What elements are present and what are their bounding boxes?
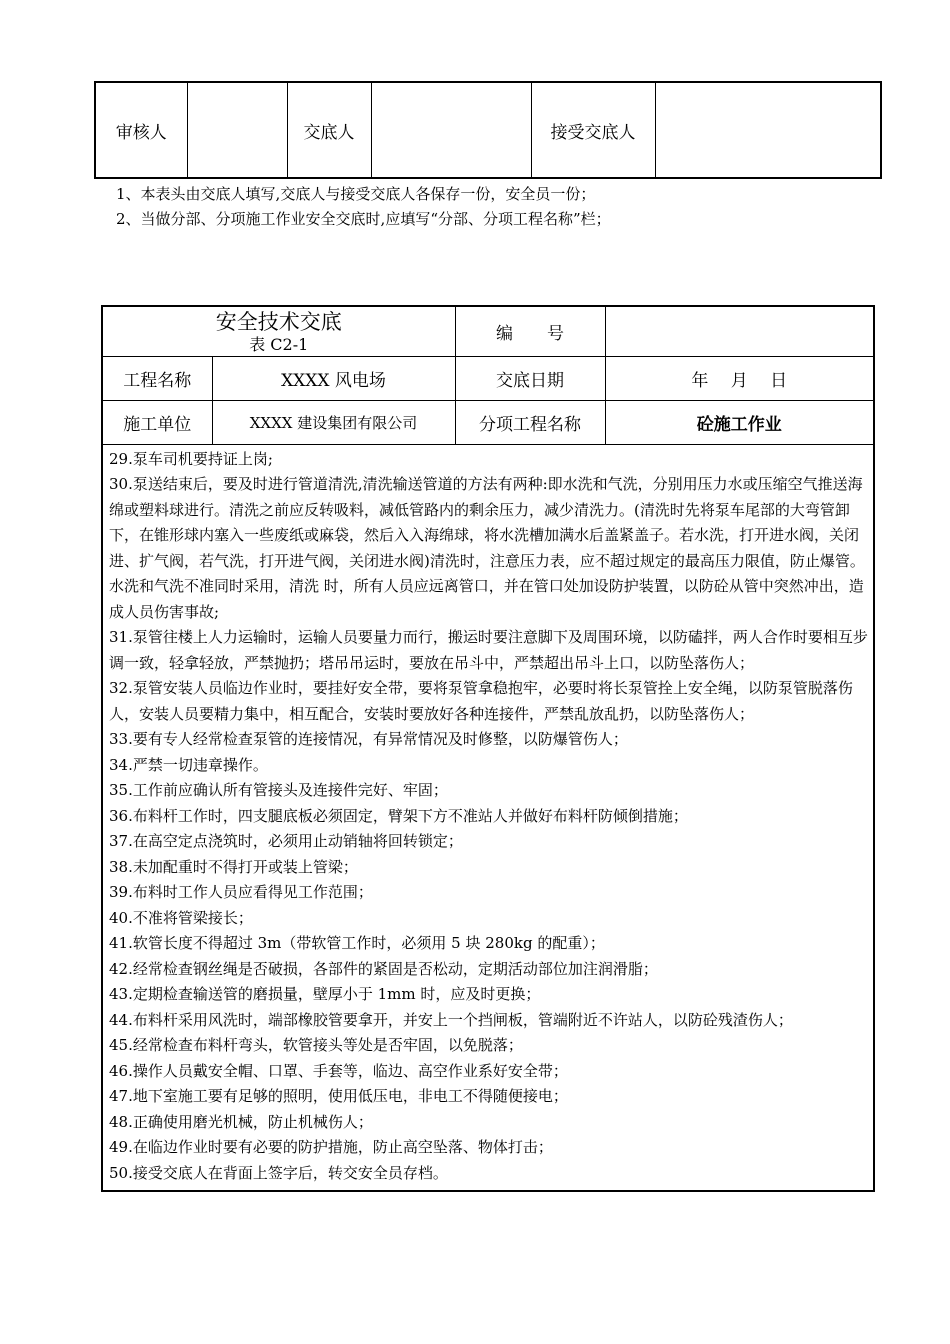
content-item: 30.泵送结束后，要及时进行管道清洗,清洗输送管道的方法有两种:即水洗和气洗，分别用压力水或压缩空气推送海绵或塑料球进行。清洗之前应反转吸料，减低管路内的剩余压力，减少清洗力。(清洗时先将泵车尾部的大弯管卸下，在锥形球内塞入一些废纸或麻袋，然后入入海绵球，将水洗槽加满水后盖紧盖子。若水洗，打开进水阀，关闭进、扩气阀，若气洗，打开进气阀，关闭进水阀)清洗时，注意压力表，应不超过规定的最高压力限值，防止爆管。水洗和气洗不准同时采用，清洗 时，所有人员应远离管口，并在管口处加设防护装置，以防砼从管中突然冲出，造成人员伤害事故; bbox=[109, 475, 865, 621]
signature-table bbox=[94, 81, 882, 179]
content-item: 46.操作人员戴安全帽、口罩、手套等，临边、高空作业系好安全带； bbox=[109, 1061, 568, 1080]
subproject-label: 分项工程名称 bbox=[455, 400, 605, 444]
content-item: 40.不准将管梁接长； bbox=[109, 908, 253, 927]
unit-label: 施工单位 bbox=[102, 400, 212, 444]
number-label: 编 号 bbox=[455, 306, 605, 356]
note-item: 1、本表头由交底人填写,交底人与接受交底人各保存一份，安全员一份； bbox=[116, 185, 596, 203]
discloser-label: 交底人 bbox=[287, 82, 371, 178]
content-item: 39.布料时工作人员应看得见工作范围； bbox=[109, 883, 373, 901]
content-item: 29.泵车司机要持证上岗; bbox=[109, 449, 273, 468]
notes bbox=[116, 182, 611, 232]
receiver-signature-field[interactable] bbox=[655, 82, 881, 178]
content-item: 47.地下室施工要有足够的照明，使用低压电，非电工不得随便接电； bbox=[109, 1087, 568, 1105]
safety-disclosure-form bbox=[101, 305, 875, 1192]
reviewer-label: 审核人 bbox=[95, 82, 187, 178]
content-item: 44.布料杆采用风洗时，端部橡胶管要拿开，并安上一个挡闸板，管端附近不许站人，以防砼残渣伤人； bbox=[109, 1010, 793, 1029]
note-item: 2、当做分部、分项施工作业安全交底时,应填写“分部、分项工程名称”栏； bbox=[116, 210, 611, 228]
form-title: 安全技术交底 bbox=[215, 310, 342, 335]
discloser-signature-field[interactable] bbox=[371, 82, 531, 178]
content-item: 45.经常检查布料杆弯头，软管接头等处是否牢固，以免脱落； bbox=[109, 1036, 523, 1054]
form-subtitle: 表 C2-1 bbox=[249, 335, 309, 355]
content-item: 31.泵管往楼上人力运输时，运输人员要量力而行，搬运时要注意脚下及周围环境，以防磕拌，两人合作时要相互步调一致，轻拿轻放，严禁抛扔；塔吊吊运时，要放在吊斗中，严禁超出吊斗上口，以防坠落伤人； bbox=[109, 628, 868, 672]
date-label: 交底日期 bbox=[455, 356, 605, 400]
content-item: 36.布料杆工作时，四支腿底板必须固定，臂架下方不准站人并做好布料杆防倾倒措施； bbox=[109, 806, 688, 825]
content-item: 41.软管长度不得超过 3m（带软管工作时，必须用 5 块 280kg 的配重）； bbox=[109, 934, 605, 952]
content-item: 43.定期检查输送管的磨损量，壁厚小于 1mm 时，应及时更换； bbox=[109, 985, 541, 1003]
date-value[interactable]: 年 月 日 bbox=[605, 356, 874, 400]
form-title-cell bbox=[102, 306, 455, 356]
project-name-value: XXXX 风电场 bbox=[212, 356, 455, 400]
content-item: 37.在高空定点浇筑时，必须用止动销轴将回转锁定； bbox=[109, 832, 463, 850]
content-item: 38.未加配重时不得打开或装上管梁； bbox=[109, 857, 358, 876]
project-name-label: 工程名称 bbox=[102, 356, 212, 400]
subproject-value: 砼施工作业 bbox=[605, 400, 874, 444]
number-field[interactable] bbox=[605, 306, 874, 356]
content-item: 35.工作前应确认所有管接头及连接件完好、牢固； bbox=[109, 781, 448, 799]
content-item: 42.经常检查钢丝绳是否破损，各部件的紧固是否松动，定期活动部位加注润滑脂； bbox=[109, 959, 658, 978]
receiver-label: 接受交底人 bbox=[531, 82, 655, 178]
content-item: 34.严禁一切违章操作。 bbox=[109, 755, 268, 774]
content-item: 33.要有专人经常检查泵管的连接情况，有异常情况及时修整，以防爆管伤人； bbox=[109, 730, 628, 748]
content-item: 50.接受交底人在背面上签字后，转交安全员存档。 bbox=[109, 1163, 448, 1182]
content-item: 49.在临边作业时要有必要的防护措施，防止高空坠落、物体打击； bbox=[109, 1138, 553, 1156]
reviewer-signature-field[interactable] bbox=[187, 82, 287, 178]
disclosure-content bbox=[102, 444, 874, 1191]
content-item: 32.泵管安装人员临边作业时，要挂好安全带，要将泵管拿稳抱牢，必要时将长泵管拴上安全绳，以防泵管脱落伤人，安装人员要精力集中，相互配合，安装时要放好各种连接件，严禁乱放乱扔，以防坠落伤人； bbox=[109, 679, 853, 723]
content-item: 48.正确使用磨光机械，防止机械伤人； bbox=[109, 1112, 373, 1131]
unit-value: XXXX 建设集团有限公司 bbox=[212, 400, 455, 444]
